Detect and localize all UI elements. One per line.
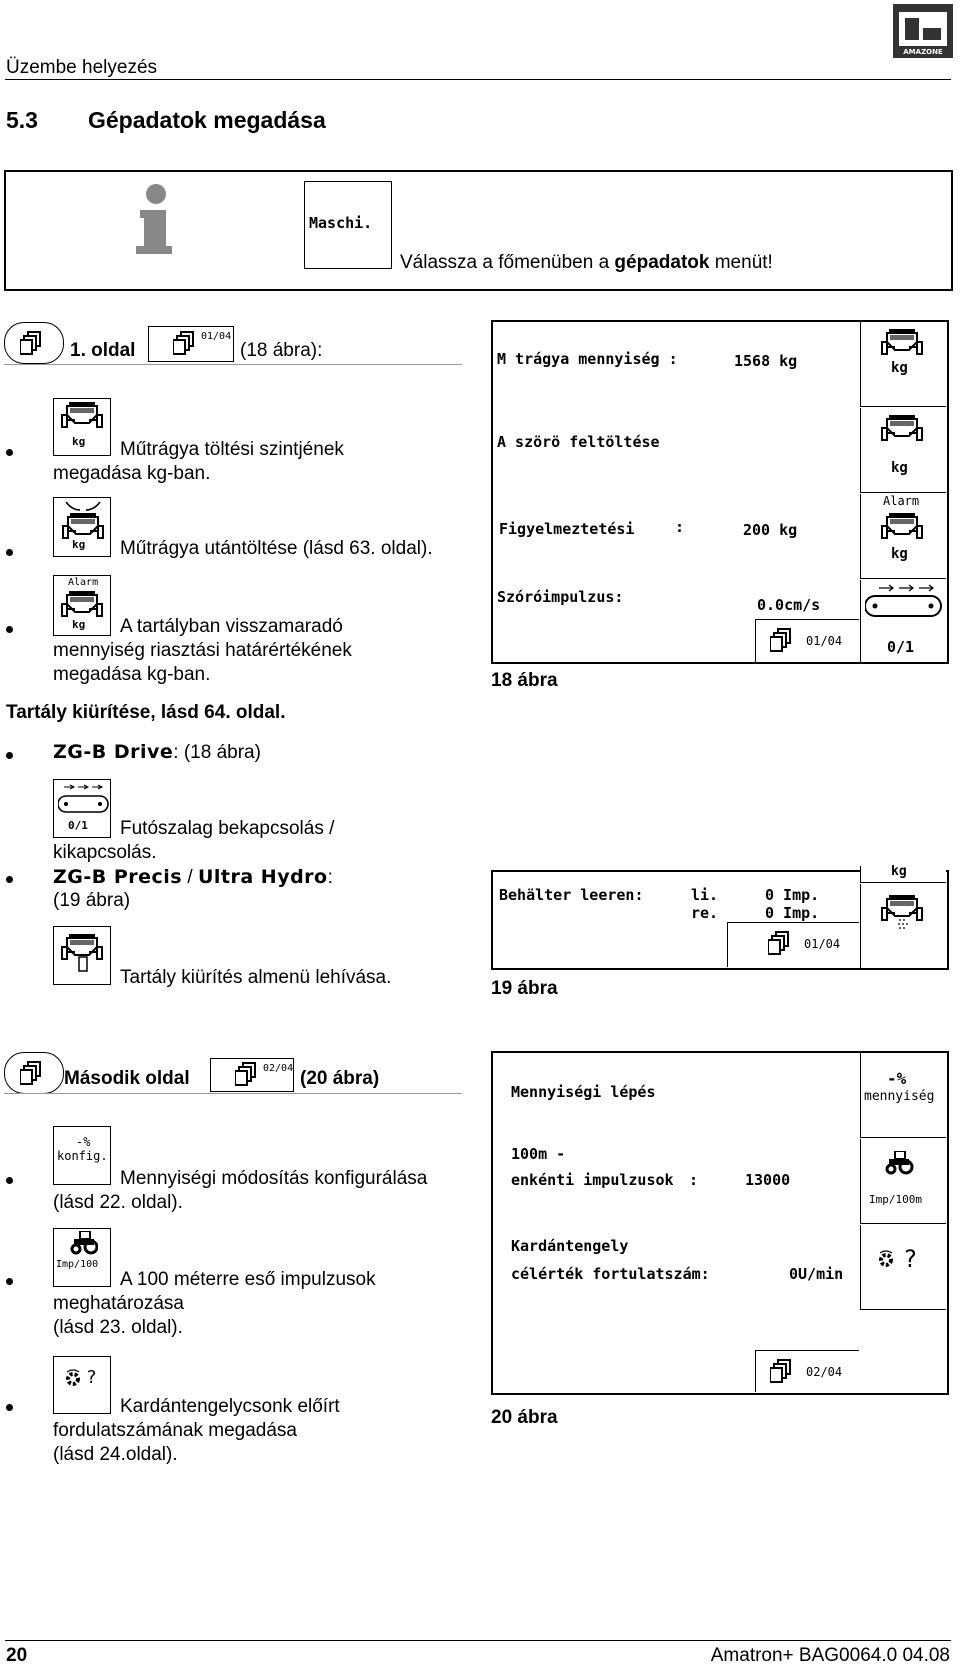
fill-level-key bbox=[53, 398, 111, 456]
page2-heading: Második oldal bbox=[64, 1068, 190, 1089]
fig19-row2-value: 0 Imp. bbox=[765, 904, 820, 922]
info-icon bbox=[134, 184, 174, 256]
fig20-softkey-3-label: ? bbox=[903, 1245, 918, 1273]
fig19-empty-softkey bbox=[860, 884, 946, 968]
imp100-key-label: Imp/100 bbox=[56, 1259, 99, 1270]
page2-badge bbox=[210, 1058, 294, 1092]
fig19-row1-sub: li. bbox=[691, 886, 719, 904]
pto-speed-key bbox=[53, 1356, 111, 1414]
fig18-softkey-3 bbox=[860, 494, 946, 579]
item3-text-b: mennyiség riasztási határértékének bbox=[53, 640, 352, 661]
p2-item2-text-c: (lásd 23. oldal). bbox=[53, 1317, 183, 1338]
fig20-page-indicator bbox=[755, 1350, 859, 1392]
fig20-row1: Mennyiségi lépés bbox=[511, 1083, 656, 1101]
fig18-row3-value: 200 kg bbox=[743, 521, 798, 539]
fill-level-key-label: kg bbox=[72, 435, 86, 448]
fig18-caption: 18 ábra bbox=[491, 670, 558, 691]
info-box bbox=[4, 170, 953, 291]
machine-key-label: Maschi. bbox=[309, 214, 373, 232]
empty-note: Tartály kiürítése, lásd 64. oldal. bbox=[6, 702, 286, 723]
machine-data-key bbox=[304, 181, 392, 269]
instruction-text bbox=[400, 251, 773, 275]
alarm-key bbox=[53, 575, 111, 636]
imp100-key bbox=[53, 1228, 111, 1287]
instruction-pre: Válassza a főmenüben a bbox=[400, 252, 615, 273]
fig18-page-indicator bbox=[755, 619, 859, 662]
item3-text-a: A tartályban visszamaradó bbox=[120, 616, 343, 637]
section-title bbox=[6, 107, 326, 134]
header-rule bbox=[5, 79, 951, 80]
p2-item3-text-b: fordulatszámának megadása bbox=[53, 1420, 297, 1441]
zgb-drive-line bbox=[53, 740, 261, 765]
section-title-text: Gépadatok megadása bbox=[87, 107, 326, 133]
item1-text-b: megadása kg-ban. bbox=[53, 463, 211, 484]
fig19-top-softkey-label: kg bbox=[891, 864, 907, 879]
fig18-row1-label: M trágya mennyiség : bbox=[497, 350, 678, 368]
page-key-icon bbox=[4, 322, 64, 364]
page2-badge-num: 02/04 bbox=[263, 1063, 294, 1074]
alarm-key-label: Alarm bbox=[68, 577, 99, 588]
page-key-icon bbox=[4, 1052, 64, 1094]
konfig-key-line1: -% bbox=[76, 1135, 91, 1149]
footer-doc: Amatron+ BAG0064.0 04.08 bbox=[710, 1645, 950, 1666]
empty-menu-text: Tartály kiürítés almenü lehívása. bbox=[120, 967, 392, 988]
fig19-row1-value: 0 Imp. bbox=[765, 886, 820, 904]
fig18-softkey-2 bbox=[860, 408, 946, 493]
fig18-row1-value: 1568 kg bbox=[734, 352, 798, 370]
page1-ref: (18 ábra): bbox=[240, 340, 323, 361]
belt-text-a: Futószalag bekapcsolás / bbox=[120, 818, 335, 839]
p2-item1-text-a: Mennyiségi módosítás konfigurálása bbox=[120, 1168, 428, 1189]
page1-heading: 1. oldal bbox=[70, 340, 136, 361]
instruction-bold: gépadatok bbox=[614, 252, 710, 273]
figure-18-display bbox=[491, 320, 949, 664]
bullet bbox=[6, 626, 13, 633]
belt-key-label: 0/1 bbox=[68, 819, 88, 832]
precis-ref: (19 ábra) bbox=[53, 890, 131, 911]
fig18-softkey-2-label: kg bbox=[891, 460, 908, 476]
bullet bbox=[6, 549, 13, 556]
fig20-row2b: enkénti impulzusok bbox=[511, 1171, 674, 1189]
p2-item2-text-b: meghatározása bbox=[53, 1293, 184, 1314]
footer-page: 20 bbox=[6, 1645, 28, 1666]
item2-text: Műtrágya utántöltése (lásd 63. oldal). bbox=[120, 538, 433, 559]
fig18-row4-value: 0.0cm/s bbox=[757, 596, 821, 614]
fig18-softkey-1 bbox=[860, 322, 946, 407]
bullet bbox=[6, 1278, 13, 1285]
fig20-softkey-1 bbox=[860, 1053, 946, 1138]
refill-key-label: kg bbox=[72, 538, 86, 551]
zgb-precis-line bbox=[53, 865, 333, 890]
fig18-page-num: 01/04 bbox=[806, 634, 843, 648]
item3-text-c: megadása kg-ban. bbox=[53, 664, 211, 685]
fig20-softkey-1-top: -% bbox=[887, 1069, 907, 1088]
bullet bbox=[6, 1177, 13, 1184]
fig20-row3a: Kardántengely bbox=[511, 1237, 629, 1255]
konfig-key-line2: konfig. bbox=[57, 1149, 108, 1163]
p2-item1-text-b: (lásd 22. oldal). bbox=[53, 1192, 183, 1213]
svg-text:AMAZONE: AMAZONE bbox=[903, 48, 943, 56]
bullet bbox=[6, 449, 13, 456]
fig19-row1-label: Behälter leeren: bbox=[499, 886, 644, 904]
fig20-row2a: 100m - bbox=[511, 1145, 566, 1163]
fig18-softkey-4 bbox=[860, 580, 946, 662]
slash: / bbox=[182, 867, 198, 888]
fig18-softkey-3-kg: kg bbox=[891, 546, 908, 562]
refill-key bbox=[53, 497, 111, 557]
fig20-row2-value: 13000 bbox=[745, 1171, 791, 1189]
item1-text-a: Műtrágya töltési szintjének bbox=[120, 439, 344, 460]
p2-item2-text-a: A 100 méterre eső impulzusok bbox=[120, 1269, 376, 1290]
zgb-drive-ref: : (18 ábra) bbox=[173, 742, 261, 763]
fig18-softkey-1-label: kg bbox=[891, 360, 908, 376]
fig20-softkey-1-bottom: mennyiség bbox=[864, 1089, 935, 1104]
fig18-softkey-4-label: 0/1 bbox=[887, 638, 915, 656]
p2-item3-text-c: (lásd 24.oldal). bbox=[53, 1444, 178, 1465]
colon: : bbox=[327, 867, 333, 888]
bullet bbox=[6, 876, 13, 883]
fig19-top-softkey bbox=[860, 866, 946, 883]
fig20-softkey-2-label: Imp/100m bbox=[869, 1193, 922, 1206]
empty-hopper-key bbox=[53, 926, 111, 985]
bullet bbox=[6, 752, 13, 759]
pto-speed-key-label: ? bbox=[86, 1367, 97, 1388]
fig20-softkey-2 bbox=[860, 1139, 946, 1224]
fig18-softkey-3-label: Alarm bbox=[883, 494, 920, 508]
fig20-caption: 20 ábra bbox=[491, 1407, 558, 1428]
page1-rule bbox=[4, 364, 462, 365]
section-number: 5.3 bbox=[6, 107, 38, 133]
amazone-logo bbox=[893, 4, 953, 58]
fig19-caption: 19 ábra bbox=[491, 978, 558, 999]
fig20-softkey-3 bbox=[860, 1225, 946, 1310]
section-header: Üzembe helyezés bbox=[6, 57, 158, 78]
footer-rule bbox=[5, 1640, 951, 1641]
fig20-row3-value: 0U/min bbox=[789, 1265, 844, 1283]
alarm-key-label-kg: kg bbox=[72, 618, 86, 631]
fig20-row3b: célérték fortulatszám: bbox=[511, 1265, 710, 1283]
fig19-page-indicator bbox=[727, 922, 859, 967]
fig18-row3-label: Figyelmeztetési bbox=[499, 520, 635, 538]
instruction-post: menüt! bbox=[709, 252, 773, 273]
zgb-precis-label: ZG-B Precis bbox=[53, 866, 183, 888]
page2-ref: (20 ábra) bbox=[300, 1068, 380, 1089]
fig19-page-num: 01/04 bbox=[804, 937, 841, 951]
fig18-row3-colon: : bbox=[675, 518, 685, 536]
fig20-row2-colon: : bbox=[689, 1171, 699, 1189]
fig18-row4-label: Szóróimpulzus: bbox=[497, 588, 624, 606]
figure-19-display bbox=[491, 864, 949, 970]
figure-20-display bbox=[491, 1051, 949, 1395]
fig19-row2-sub: re. bbox=[691, 904, 719, 922]
zgb-drive-label: ZG-B Drive bbox=[53, 741, 174, 763]
page1-badge-num: 01/04 bbox=[201, 331, 232, 342]
belt-text-b: kikapcsolás. bbox=[53, 842, 157, 863]
page1-badge bbox=[148, 326, 234, 362]
konfig-key bbox=[53, 1126, 111, 1185]
p2-item3-text-a: Kardántengelycsonk előírt bbox=[120, 1396, 340, 1417]
ultra-hydro-label: Ultra Hydro bbox=[197, 866, 328, 888]
fig20-page-num: 02/04 bbox=[806, 1365, 843, 1379]
fig18-row2-label: A szörö feltöltése bbox=[497, 433, 660, 451]
page2-rule bbox=[4, 1093, 462, 1094]
belt-key bbox=[53, 779, 111, 838]
bullet bbox=[6, 1404, 13, 1411]
